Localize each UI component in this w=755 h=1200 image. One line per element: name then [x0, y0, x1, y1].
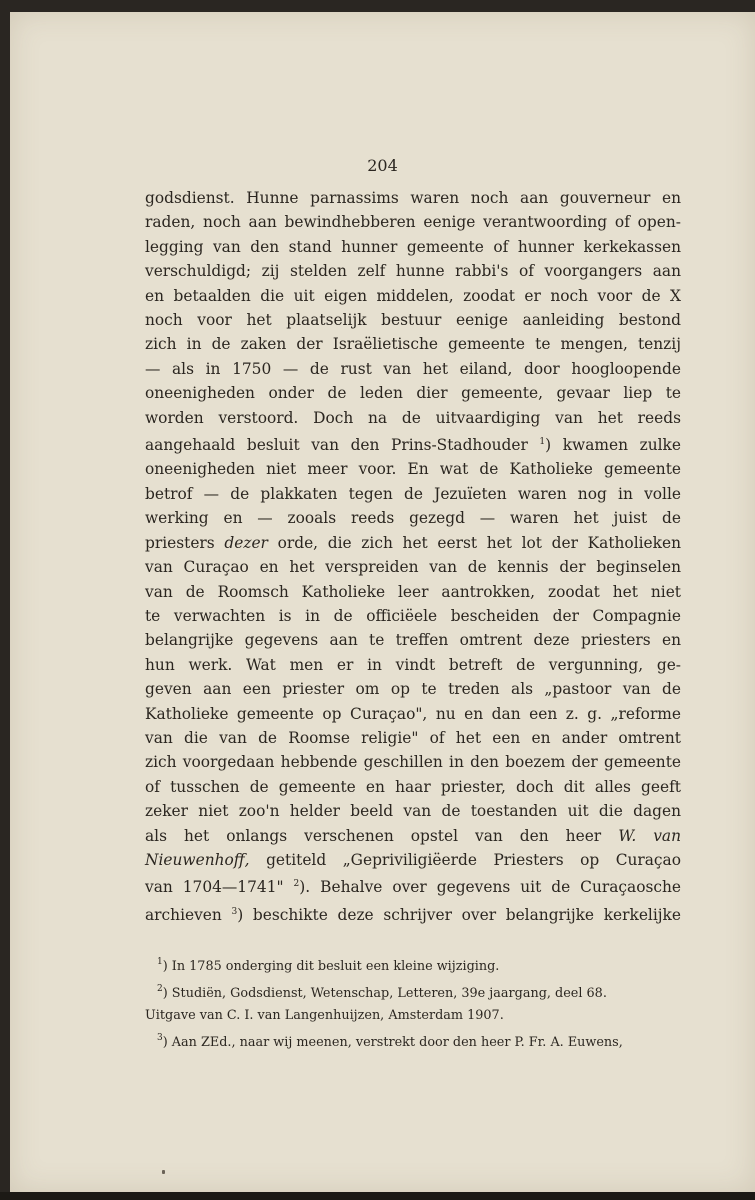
footnote-marker: 3	[157, 1033, 163, 1043]
text-line: godsdienst. Hunne parnassims waren noch aan gouverneur en	[145, 189, 681, 207]
footnote	[145, 978, 685, 1005]
scan-border	[0, 1192, 755, 1200]
text-segment: orde, die zich het eerst het lot der Katholieken	[267, 533, 681, 552]
text-line: van Curaçao en het verspreiden van de kennis der beginselen	[145, 558, 681, 577]
text-line-with-italic	[145, 848, 681, 872]
text-segment: aangehaald besluit van den Prins-Stadhouder	[145, 436, 528, 455]
text-line: zich voorgedaan hebbende geschillen in den boezem der gemeente	[145, 753, 681, 772]
text-line: hun werk. Wat men er in vindt betreft de vergunning, ge-	[145, 655, 681, 674]
text-segment: )	[237, 905, 253, 924]
footnote-marker: 1	[157, 957, 163, 967]
footnote	[145, 1027, 685, 1054]
text-segment: beschikte deze schrijver over belangrijke kerkelijke	[252, 905, 681, 924]
text-line-with-footnote	[145, 872, 681, 899]
text-segment: getiteld „Gepriviligiëerde Priesters op Curaçao	[249, 850, 681, 869]
italic-author: Nieuwenhoff,	[145, 850, 250, 869]
text-line: noch voor het plaatselijk bestuur eenige aanleiding bestond	[145, 311, 681, 330]
text-line: oneenigheden niet meer voor. En wat de Katholieke gemeente	[145, 460, 681, 479]
text-line: verschuldigd; zij stelden zelf hunne rabbi's of voorgangers aan	[145, 262, 681, 281]
text-line: en betaalden die uit eigen middelen, zoodat er noch voor de X	[145, 286, 681, 305]
footnote-text: ) Studiën, Godsdienst, Wetenschap, Letteren, 39e jaargang, deel 68.	[162, 986, 607, 1001]
text-line: zeker niet zoo'n helder beeld van de toestanden uit die dagen	[145, 802, 681, 821]
text-line: Katholieke gemeente op Curaçao", nu en dan een z. g. „reforme	[145, 704, 681, 723]
body-text	[145, 186, 681, 927]
footnote-marker: 2	[157, 984, 163, 994]
text-segment: priesters	[145, 533, 215, 552]
text-line: werking en — zooals reeds gezegd — waren het juist de	[145, 509, 681, 528]
text-line-with-italic	[145, 531, 681, 555]
text-line-with-footnote	[145, 900, 681, 927]
text-line: van de Roomsch Katholieke leer aantrokken, zoodat het niet	[145, 582, 681, 601]
text-line: raden, noch aan bewindhebberen eenige verantwoording of open-	[145, 213, 681, 232]
text-line-with-footnote	[145, 430, 681, 457]
footnote	[145, 951, 685, 978]
text-line: te verwachten is in de officiëele bescheiden der Compagnie	[145, 606, 681, 625]
text-line: — als in 1750 — de rust van het eiland, door hoogloopende	[145, 359, 681, 378]
paper-speck	[162, 1170, 165, 1174]
footnote-text: ) Aan ZEd., naar wij meenen, verstrekt door den heer P. Fr. A. Euwens,	[162, 1035, 623, 1050]
text-segment: als het onlangs verschenen opstel van den heer	[145, 826, 602, 845]
text-line: of tusschen de gemeente en haar priester, doch dit alles geeft	[145, 777, 681, 796]
text-segment: van 1704—1741"	[145, 878, 284, 897]
text-line: oneenigheden onder de leden dier gemeente, gevaar liep te	[145, 384, 681, 403]
text-line: belangrijke gegevens aan te treffen omtrent deze priesters en	[145, 631, 681, 650]
text-line: worden verstoord. Doch na de uitvaardiging van het reeds	[145, 408, 681, 427]
footnote-ref: 1	[539, 437, 546, 448]
footnote-text: Uitgave van C. I. van Langenhuijzen, Amsterdam 1907.	[145, 1008, 504, 1023]
text-line: zich in de zaken der Israëlietische gemeente te mengen, tenzij	[145, 335, 681, 354]
footnote-text: ) In 1785 onderging dit besluit een kleine wijziging.	[162, 959, 500, 974]
text-segment: ). Behalve over gegevens uit de Curaçaosche	[299, 878, 681, 897]
footnotes	[145, 951, 685, 1054]
text-line: betrof — de plakkaten tegen de Jezuïeten waren nog in volle	[145, 484, 681, 503]
footnote-continuation	[145, 1005, 685, 1027]
footnote-ref: 3	[231, 906, 238, 917]
text-line: legging van den stand hunner gemeente of hunner kerkekassen	[145, 237, 681, 256]
page-number: 204	[367, 156, 398, 175]
text-segment: ) kwamen zulke	[545, 436, 681, 455]
footnote-ref: 2	[293, 879, 300, 890]
text-segment: archieven	[145, 905, 222, 924]
text-line: van die van de Roomse religie" of het een en ander omtrent	[145, 728, 681, 747]
text-line: geven aan een priester om op te treden als „pastoor van de	[145, 680, 681, 699]
italic-word: dezer	[224, 533, 268, 552]
book-page	[10, 12, 755, 1192]
italic-author: W. van	[618, 826, 681, 845]
text-line-with-italic	[145, 824, 681, 848]
